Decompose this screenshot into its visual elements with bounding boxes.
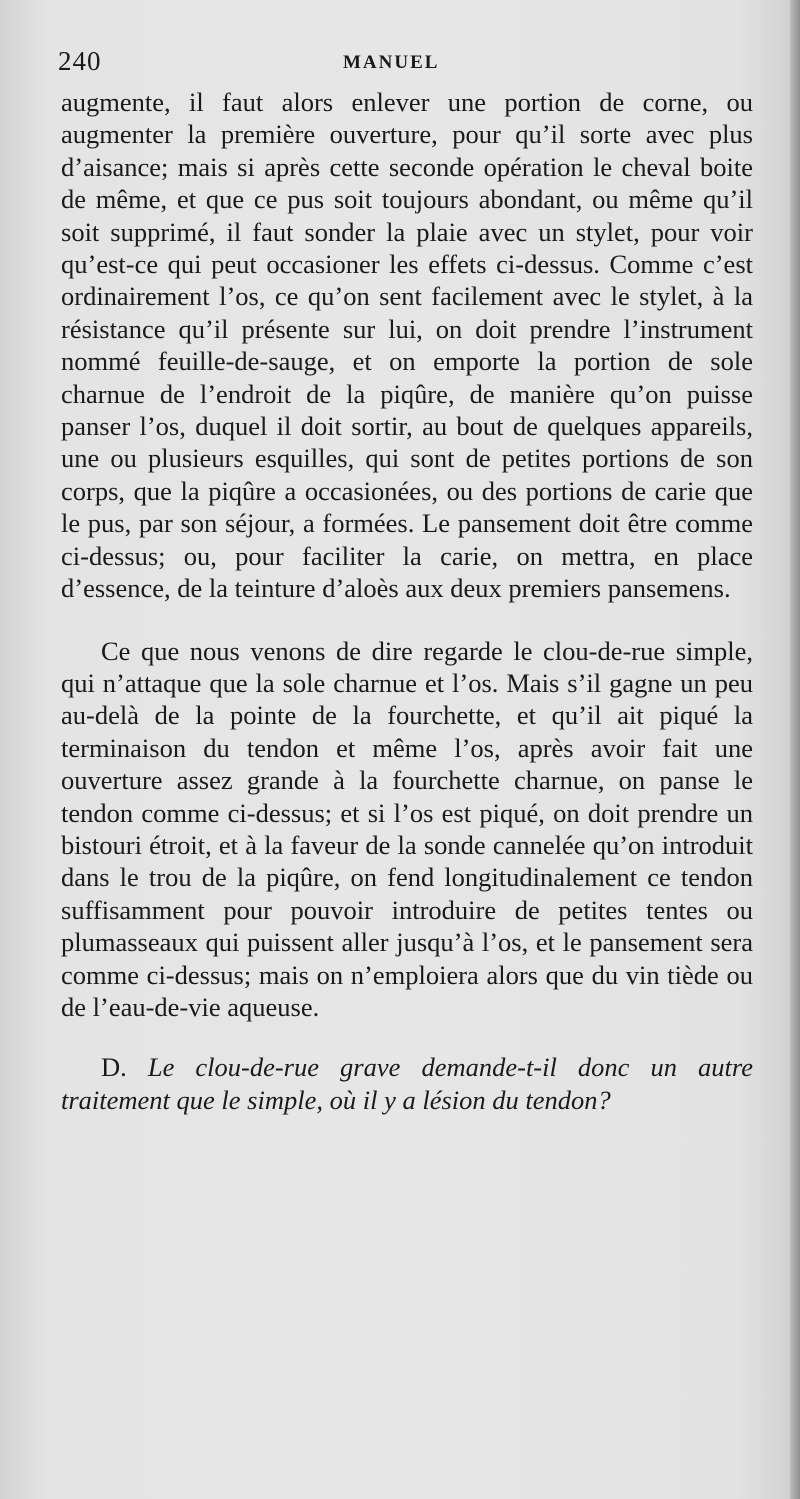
paragraph-2: Ce que nous venons de dire regarde le clou-de-rue simple, qui n’attaque que la sole charnue et l’os. Mais s’il gagne un peu au-delà de la pointe de la fourchette, et qu’il ait piqué la terminaison du tendon et même l’os, après avoir fait une ouverture assez grande à la fourchette charnue, on panse le tendon comme ci-dessus; et si l’os est piqué, on doit prendre un bistouri étroit, et à la faveur de la sonde cannelée qu’on introduit dans le trou de la piqûre, on fend longitudinalement ce tendon suffisamment pour pouvoir introduire de petites tentes ou plumasseaux qui puissent aller jusqu’à l’os, et le pansement sera comme ci-dessus; mais on n’emploiera alors que du vin tiède ou de l’eau-de-vie aqueuse. [61, 635, 753, 1022]
page-header [58, 46, 748, 82]
page-edge-shadow [790, 0, 800, 1499]
running-head: MANUEL [343, 52, 440, 73]
question-label: D. [101, 1052, 127, 1083]
question-text: Le clou-de-rue grave demande-t-il donc un autre traitement que le simple, où il y a lésion du tendon? [61, 1052, 754, 1115]
body-text [61, 86, 753, 1116]
page-number: 240 [58, 46, 102, 76]
question-paragraph [61, 1051, 753, 1116]
paragraph-1: augmente, il faut alors enlever une portion de corne, ou augmenter la première ouverture, pour qu’il sorte avec plus d’aisance; mais si après cette seconde opération le cheval boite de même, et que ce pus soit toujours abondant, ou même qu’il soit supprimé, il faut sonder la plaie avec un stylet, pour voir qu’est-ce qui peut occasioner les effets ci-dessus. Comme c’est ordinairement l’os, ce qu’on sent facilement avec le stylet, à la résistance qu’il présente sur lui, on doit prendre l’instrument nommé feuille-de-sauge, et on emporte la portion de sole charnue de l’endroit de la piqûre, de manière qu’on puisse panser l’os, duquel il doit sortir, au bout de quelques appareils, une ou plusieurs esquilles, qui sont de petites portions de son corps, que la piqûre a occasionées, ou des portions de carie que le pus, par son séjour, a formées. Le pansement doit être comme ci-dessus; ou, pour faciliter la carie, on mettra, en place d’essence, de la teinture d’aloès aux deux premiers pansemens. [61, 87, 753, 604]
